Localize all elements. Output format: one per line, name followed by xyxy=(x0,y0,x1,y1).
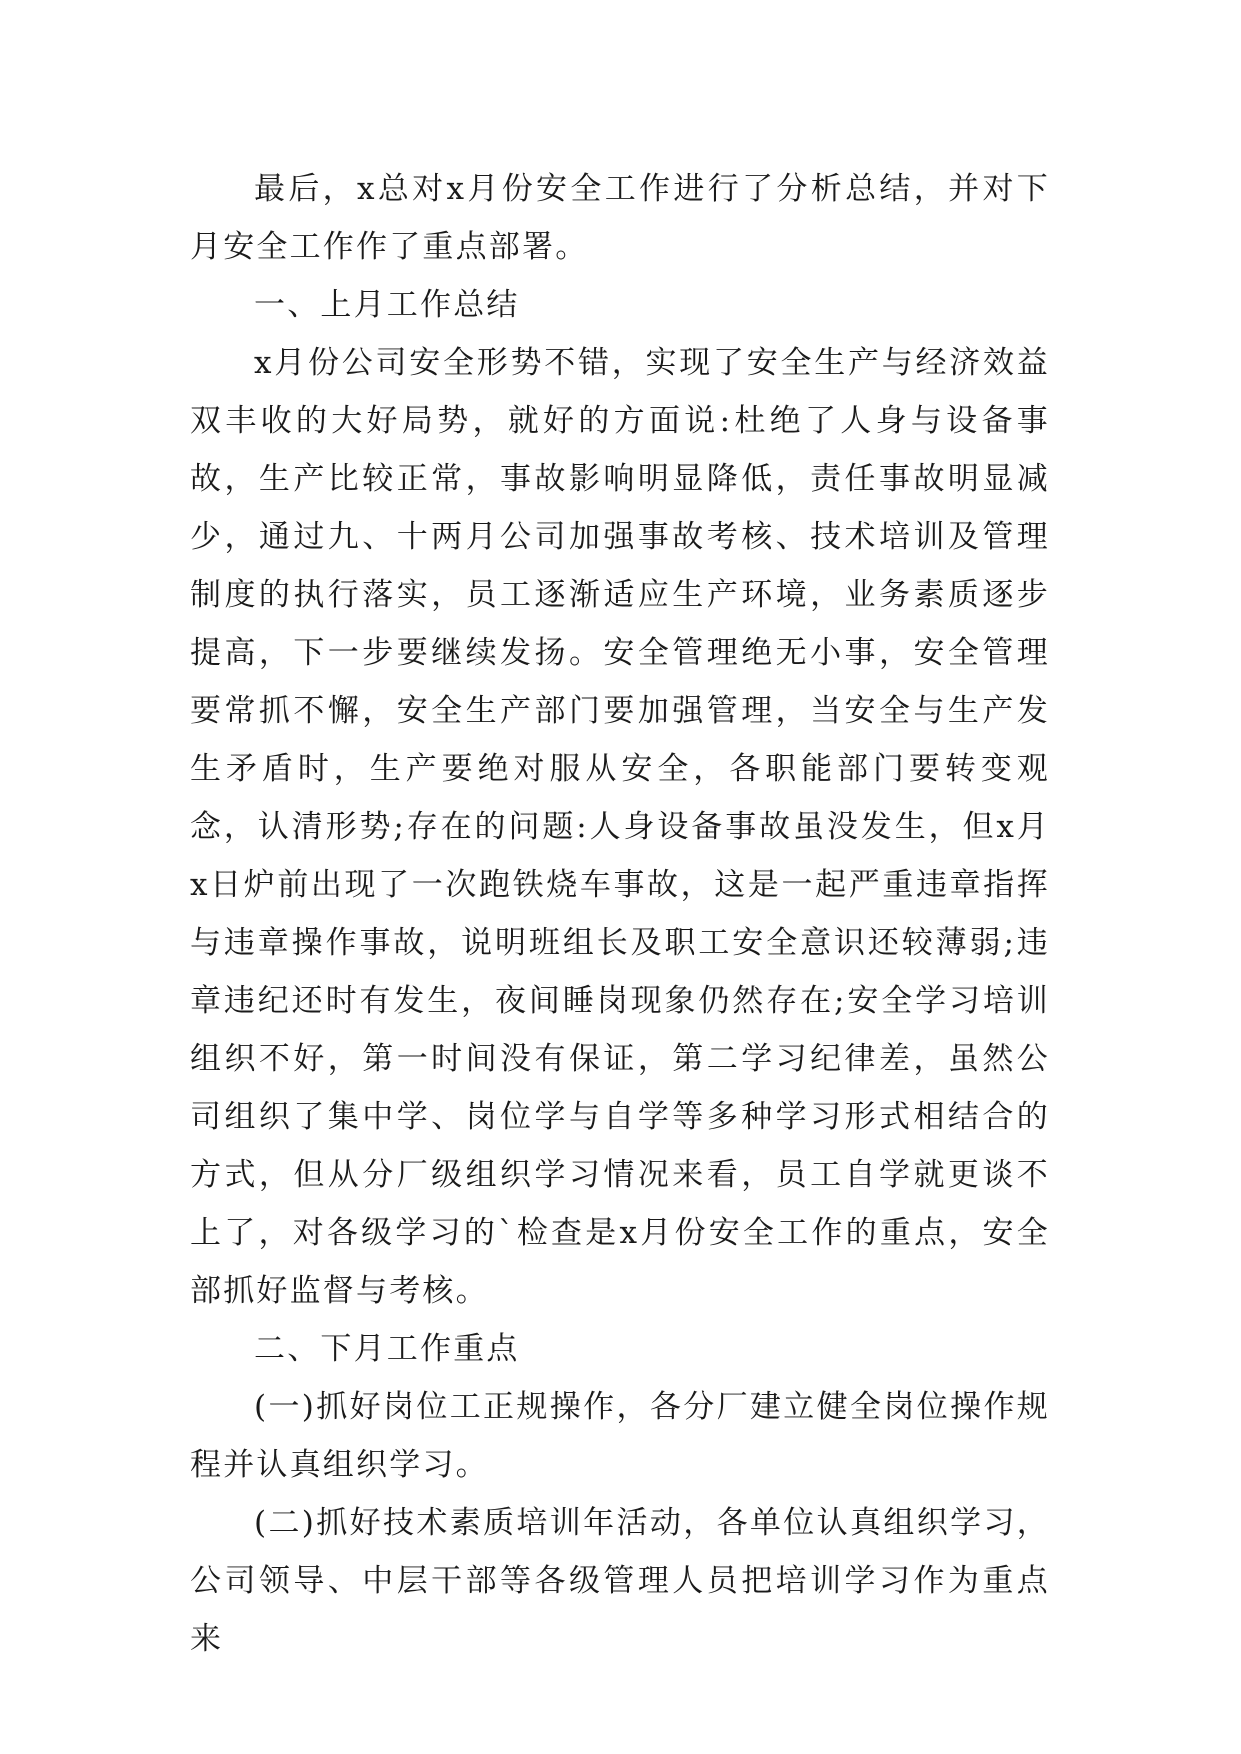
paragraph-summary-intro: 最后，x总对x月份安全工作进行了分析总结，并对下月安全工作作了重点部署。 xyxy=(190,171,1050,265)
section-heading-last-month-summary: 一、上月工作总结 xyxy=(254,287,520,323)
document-body xyxy=(190,160,1050,1668)
paragraph-item-one: (一)抓好岗位工正规操作，各分厂建立健全岗位操作规程并认真组织学习。 xyxy=(190,1389,1050,1483)
paragraph-item-two: (二)抓好技术素质培训年活动，各单位认真组织学习，公司领导、中层干部等各级管理人员把培训学习作为重点来 xyxy=(190,1505,1050,1657)
section-heading-next-month-focus: 二、下月工作重点 xyxy=(254,1331,520,1367)
paragraph-last-month-details: x月份公司安全形势不错，实现了安全生产与经济效益双丰收的大好局势，就好的方面说:杜绝了人身与设备事故，生产比较正常，事故影响明显降低，责任事故明显减少，通过九、十两月公司加强事故考核、技术培训及管理制度的执行落实，员工逐渐适应生产环境，业务素质逐步提高，下一步要继续发扬。安全管理绝无小事，安全管理要常抓不懈，安全生产部门要加强管理，当安全与生产发生矛盾时，生产要绝对服从安全，各职能部门要转变观念，认清形势;存在的问题:人身设备事故虽没发生，但x月x日炉前出现了一次跑铁烧车事故，这是一起严重违章指挥与违章操作事故，说明班组长及职工安全意识还较薄弱;违章违纪还时有发生，夜间睡岗现象仍然存在;安全学习培训组织不好，第一时间没有保证，第二学习纪律差，虽然公司组织了集中学、岗位学与自学等多种学习形式相结合的方式，但从分厂级组织学习情况来看，员工自学就更谈不上了，对各级学习的`检查是x月份安全工作的重点，安全部抓好监督与考核。 xyxy=(190,345,1050,1309)
